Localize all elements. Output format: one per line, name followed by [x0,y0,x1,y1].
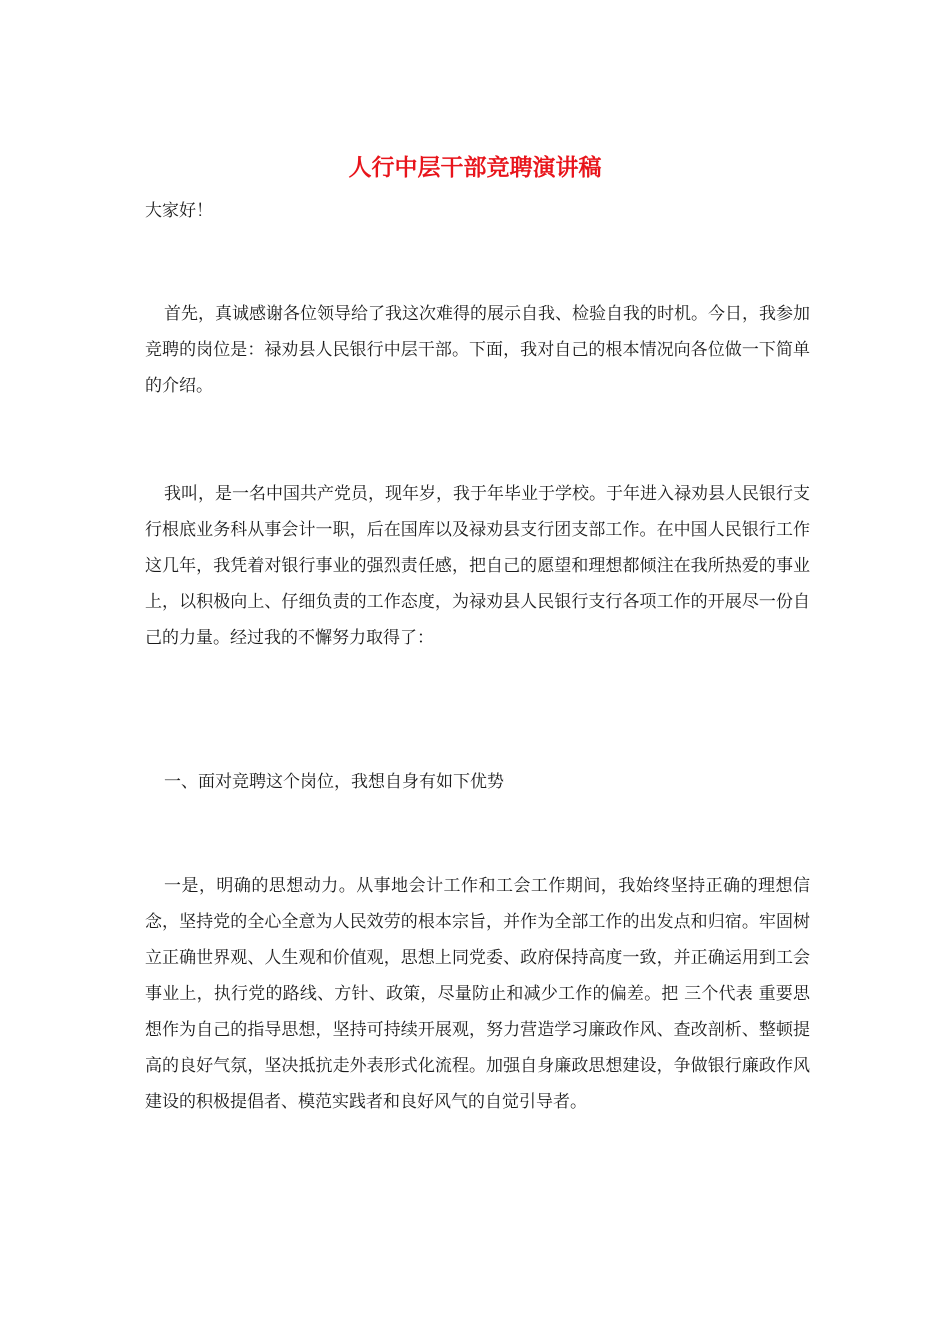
paragraph-introduction: 首先，真诚感谢各位领导给了我这次难得的展示自我、检验自我的时机。今日，我参加竞聘的岗位是：禄劝县人民银行中层干部。下面，我对自己的根本情况向各位做一下简单的介绍。 [145,304,810,396]
greeting-text: 大家好！ [145,201,213,221]
document-title: 人行中层干部竞聘演讲稿 [348,154,602,181]
paragraph-first-advantage: 一是，明确的思想动力。从事地会计工作和工会工作期间，我始终坚持正确的理想信念，坚持党的全心全意为人民效劳的根本宗旨，并作为全部工作的出发点和归宿。牢固树立正确世界观、人生观和价值观，思想上同党委、政府保持高度一致，并正确运用到工会事业上，执行党的路线、方针、政策，尽量防止和减少工作的偏差。把 三个代表 重要思想作为自己的指导思想，坚持可持续开展观，努力营造学习廉政作风、查改剖析、整顿提高的良好气氛，坚决抵抗走外表形式化流程。加强自身廉政思想建设，争做银行廉政作风建设的积极提倡者、模范实践者和良好风气的自觉引导者。 [145,876,810,1112]
paragraph-background: 我叫，是一名中国共产党员，现年岁，我于年毕业于学校。于年进入禄劝县人民银行支行根底业务科从事会计一职，后在国库以及禄劝县支行团支部工作。在中国人民银行工作这几年，我凭着对银行事业的强烈责任感，把自己的愿望和理想都倾注在我所热爱的事业上，以积极向上、仔细负责的工作态度，为禄劝县人民银行支行各项工作的开展尽一份自己的力量。经过我的不懈努力取得了： [145,484,810,648]
section-heading-advantages: 一、面对竞聘这个岗位，我想自身有如下优势 [164,772,504,792]
